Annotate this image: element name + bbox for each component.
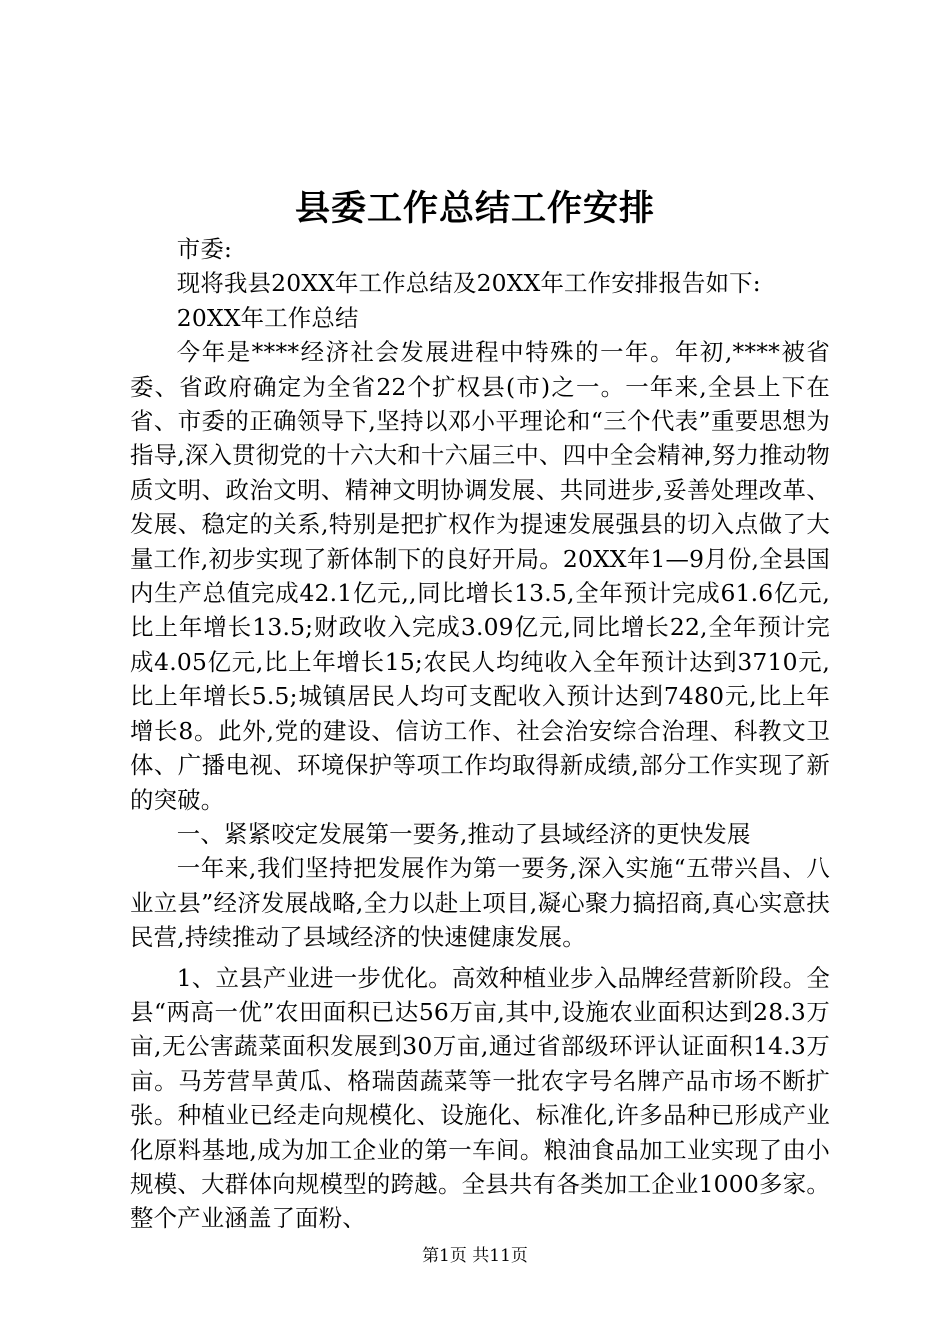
- section-heading: 20XX年工作总结: [176, 303, 359, 332]
- body-paragraph: 今年是****经济社会发展进程中特殊的一年。年初,****被省委、省政府确定为全省22个扩权县(市)之一。一年来,全县上下在省、市委的正确领导下,坚持以邓小平理论和“三个代表”重要思想为指导,深入贯彻党的十六大和十六届三中、四中全会精神,努力推动物质文明、政治文明、精神文明协调发展、共同进步,妥善处理改革、发展、稳定的关系,特别是把扩权作为提速发展强县的切入点做了大量工作,初步实现了新体制下的良好开局。20XX年1—9月份,全县国内生产总值完成42.1亿元,,同比增长13.5,全年预计完成61.6亿元,比上年增长13.5;财政收入完成3.09亿元,同比增长22,全年预计完成4.05亿元,比上年增长15;农民人均纯收入全年预计达到3710元,比上年增长5.5;城镇居民人均可支配收入预计达到7480元,比上年增长8。此外,党的建设、信访工作、社会治安综合治理、科教文卫体、广播电视、环境保护等项工作均取得新成绩,部分工作实现了新的突破。: [130, 338, 830, 814]
- body-paragraph: 1、立县产业进一步优化。高效种植业步入品牌经营新阶段。全县“两高一优”农田面积已达56万亩,其中,设施农业面积达到28.3万亩,无公害蔬菜面积发展到30万亩,通过省部级环评认证面积14.3万亩。马芳营旱黄瓜、格瑞茵蔬菜等一批农字号名牌产品市场不断扩张。种植业已经走向规模化、设施化、标准化,许多品种已形成产业化原料基地,成为加工企业的第一车间。粮油食品加工业实现了由小规模、大群体向规模型的跨越。全县共有各类加工企业1000多家。整个产业涵盖了面粉、: [130, 963, 830, 1233]
- intro-paragraph: 现将我县20XX年工作总结及20XX年工作安排报告如下:: [176, 269, 761, 298]
- subsection-heading: 一、紧紧咬定发展第一要务,推动了县域经济的更快发展: [176, 819, 751, 848]
- page-footer: 第1页 共11页: [422, 1246, 528, 1266]
- body-paragraph: 一年来,我们坚持把发展作为第一要务,深入实施“五带兴昌、八业立县”经济发展战略,全力以赴上项目,凝心聚力搞招商,真心实意扶民营,持续推动了县域经济的快速健康发展。: [130, 854, 830, 952]
- document-body: [130, 232, 830, 1236]
- document-title: 县委工作总结工作安排: [294, 188, 655, 229]
- salutation: 市委:: [176, 235, 233, 263]
